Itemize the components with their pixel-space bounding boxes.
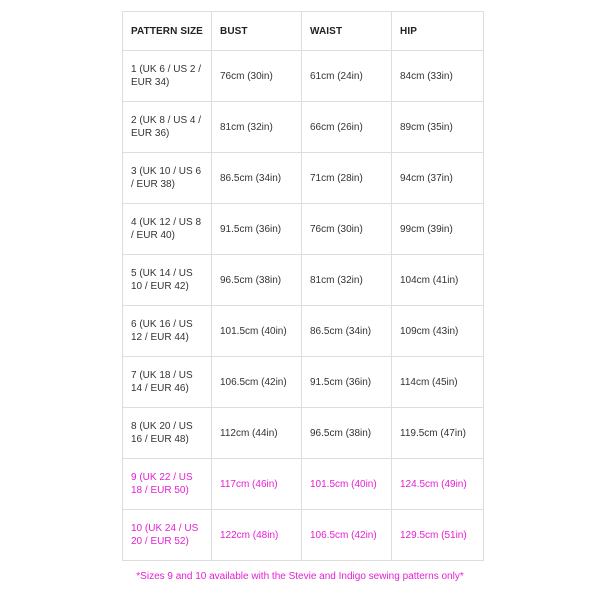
waist-cell: 86.5cm (34in)	[302, 306, 392, 357]
header-pattern-size: PATTERN SIZE	[123, 12, 212, 51]
table-row	[123, 153, 484, 204]
hip-cell: 124.5cm (49in)	[392, 459, 484, 510]
waist-cell: 66cm (26in)	[302, 102, 392, 153]
size-cell: 7 (UK 18 / US 14 / EUR 46)	[123, 357, 212, 408]
table-row-limited	[123, 510, 484, 561]
bust-cell: 112cm (44in)	[212, 408, 302, 459]
table-row	[123, 408, 484, 459]
table-row	[123, 51, 484, 102]
size-cell: 9 (UK 22 / US 18 / EUR 50)	[123, 459, 212, 510]
size-chart-table	[122, 11, 484, 561]
table-row	[123, 204, 484, 255]
size-cell: 2 (UK 8 / US 4 / EUR 36)	[123, 102, 212, 153]
table-row	[123, 102, 484, 153]
size-cell: 10 (UK 24 / US 20 / EUR 52)	[123, 510, 212, 561]
size-cell: 3 (UK 10 / US 6 / EUR 38)	[123, 153, 212, 204]
hip-cell: 119.5cm (47in)	[392, 408, 484, 459]
waist-cell: 101.5cm (40in)	[302, 459, 392, 510]
waist-cell: 61cm (24in)	[302, 51, 392, 102]
bust-cell: 122cm (48in)	[212, 510, 302, 561]
size-cell: 5 (UK 14 / US 10 / EUR 42)	[123, 255, 212, 306]
hip-cell: 94cm (37in)	[392, 153, 484, 204]
hip-cell: 104cm (41in)	[392, 255, 484, 306]
hip-cell: 129.5cm (51in)	[392, 510, 484, 561]
table-row	[123, 357, 484, 408]
waist-cell: 71cm (28in)	[302, 153, 392, 204]
hip-cell: 109cm (43in)	[392, 306, 484, 357]
bust-cell: 101.5cm (40in)	[212, 306, 302, 357]
hip-cell: 114cm (45in)	[392, 357, 484, 408]
waist-cell: 91.5cm (36in)	[302, 357, 392, 408]
table-row-limited	[123, 459, 484, 510]
bust-cell: 106.5cm (42in)	[212, 357, 302, 408]
hip-cell: 99cm (39in)	[392, 204, 484, 255]
size-cell: 6 (UK 16 / US 12 / EUR 44)	[123, 306, 212, 357]
hip-cell: 89cm (35in)	[392, 102, 484, 153]
waist-cell: 96.5cm (38in)	[302, 408, 392, 459]
waist-cell: 106.5cm (42in)	[302, 510, 392, 561]
table-row	[123, 255, 484, 306]
bust-cell: 96.5cm (38in)	[212, 255, 302, 306]
footnote: *Sizes 9 and 10 available with the Stevie and Indigo sewing patterns only*	[136, 571, 464, 582]
header-row	[123, 12, 484, 51]
header-waist: WAIST	[302, 12, 392, 51]
bust-cell: 81cm (32in)	[212, 102, 302, 153]
bust-cell: 91.5cm (36in)	[212, 204, 302, 255]
bust-cell: 76cm (30in)	[212, 51, 302, 102]
size-cell: 1 (UK 6 / US 2 / EUR 34)	[123, 51, 212, 102]
bust-cell: 117cm (46in)	[212, 459, 302, 510]
waist-cell: 81cm (32in)	[302, 255, 392, 306]
table-row	[123, 306, 484, 357]
header-hip: HIP	[392, 12, 484, 51]
bust-cell: 86.5cm (34in)	[212, 153, 302, 204]
header-bust: BUST	[212, 12, 302, 51]
hip-cell: 84cm (33in)	[392, 51, 484, 102]
waist-cell: 76cm (30in)	[302, 204, 392, 255]
size-cell: 4 (UK 12 / US 8 / EUR 40)	[123, 204, 212, 255]
size-cell: 8 (UK 20 / US 16 / EUR 48)	[123, 408, 212, 459]
